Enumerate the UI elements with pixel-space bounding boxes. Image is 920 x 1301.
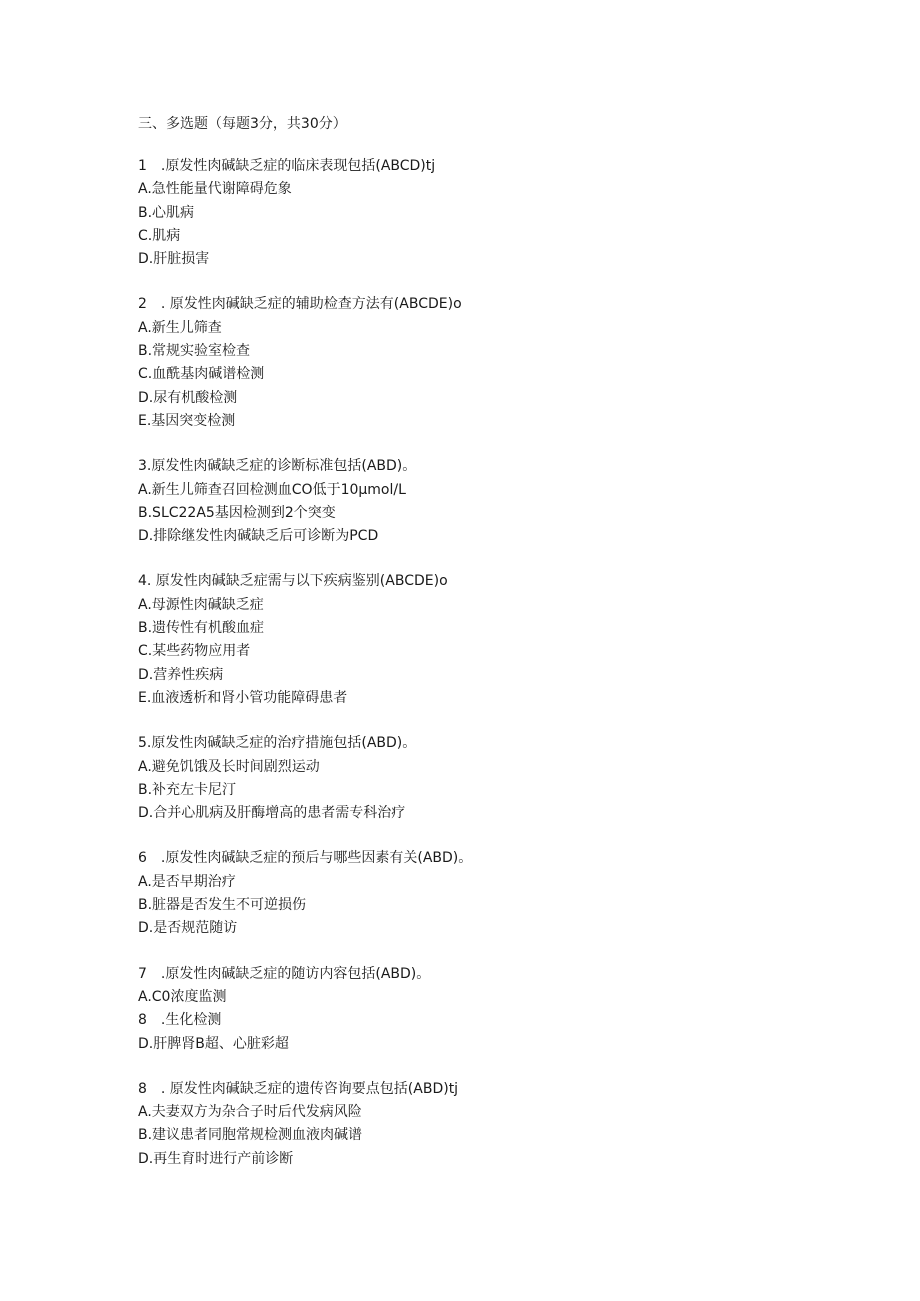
option: B.建议患者同胞常规检测血液肉碱谱 — [138, 1127, 363, 1144]
option: D.是否规范随访 — [138, 920, 238, 937]
option: D.再生育时进行产前诊断 — [138, 1150, 294, 1167]
option: A.新生儿筛查召回检测血CO低于10μmol/L — [138, 481, 406, 498]
option: D.营养性疾病 — [138, 666, 224, 683]
question-6 — [138, 847, 858, 940]
option: A.夫妻双方为杂合子时后代发病风险 — [138, 1104, 362, 1121]
option: D.合并心肌病及肝酶增高的患者需专科治疗 — [138, 805, 406, 822]
question-8 — [138, 1078, 858, 1171]
question-7 — [138, 963, 858, 1056]
option: D.肝脏损害 — [138, 251, 210, 268]
option: D.肝脾肾B超、心脏彩超 — [138, 1035, 289, 1052]
option: E.基因突变检测 — [138, 412, 236, 429]
option: B.脏器是否发生不可逆损伤 — [138, 897, 307, 914]
option: A.母源性肉碱缺乏症 — [138, 596, 264, 613]
question-stem: 3.原发性肉碱缺乏症的诊断标准包括(ABD)。 — [138, 458, 417, 475]
question-stem: 1 .原发性肉碱缺乏症的临床表现包括(ABCD)tj — [138, 158, 436, 174]
option: B.心肌病 — [138, 204, 195, 221]
option: B.常规实验室检查 — [138, 343, 251, 360]
question-5 — [138, 732, 858, 825]
question-3 — [138, 455, 858, 548]
option: A.急性能量代谢障碍危象 — [138, 181, 292, 198]
option: 8 .生化检测 — [138, 1012, 222, 1029]
question-stem: 6 .原发性肉碱缺乏症的预后与哪些因素有关(ABD)。 — [138, 850, 473, 867]
option: A.避免饥饿及长时间剧烈运动 — [138, 758, 320, 775]
option: A.是否早期治疗 — [138, 873, 236, 890]
question-2 — [138, 293, 858, 433]
question-stem: 4. 原发性肉碱缺乏症需与以下疾病鉴别(ABCDE)o — [138, 573, 448, 590]
option: C.某些药物应用者 — [138, 643, 251, 660]
option: A.C0浓度监测 — [138, 988, 227, 1005]
option: D.尿有机酸检测 — [138, 389, 238, 406]
document-page — [138, 113, 858, 1193]
option: E.血液透析和肾小管功能障碍患者 — [138, 689, 348, 706]
option: D.排除继发性肉碱缺乏后可诊断为PCD — [138, 528, 379, 545]
question-1 — [138, 155, 858, 271]
question-stem: 2 . 原发性肉碱缺乏症的辅助检查方法有(ABCDE)o — [138, 296, 462, 313]
option: B.SLC22A5基因检测到2个突变 — [138, 504, 336, 521]
option: B.遗传性有机酸血症 — [138, 620, 265, 637]
option: A.新生儿筛查 — [138, 319, 222, 336]
question-4 — [138, 570, 858, 710]
section-title: 三、多选题（每题3分，共30分） — [138, 116, 347, 132]
question-stem: 7 .原发性肉碱缺乏症的随访内容包括(ABD)。 — [138, 965, 431, 982]
option: C.肌病 — [138, 227, 181, 244]
option: B.补充左卡尼汀 — [138, 781, 237, 798]
option: C.血酰基肉碱谱检测 — [138, 366, 265, 383]
question-stem: 8 . 原发性肉碱缺乏症的遗传咨询要点包括(ABD)tj — [138, 1080, 459, 1097]
question-stem: 5.原发性肉碱缺乏症的治疗措施包括(ABD)。 — [138, 735, 417, 752]
